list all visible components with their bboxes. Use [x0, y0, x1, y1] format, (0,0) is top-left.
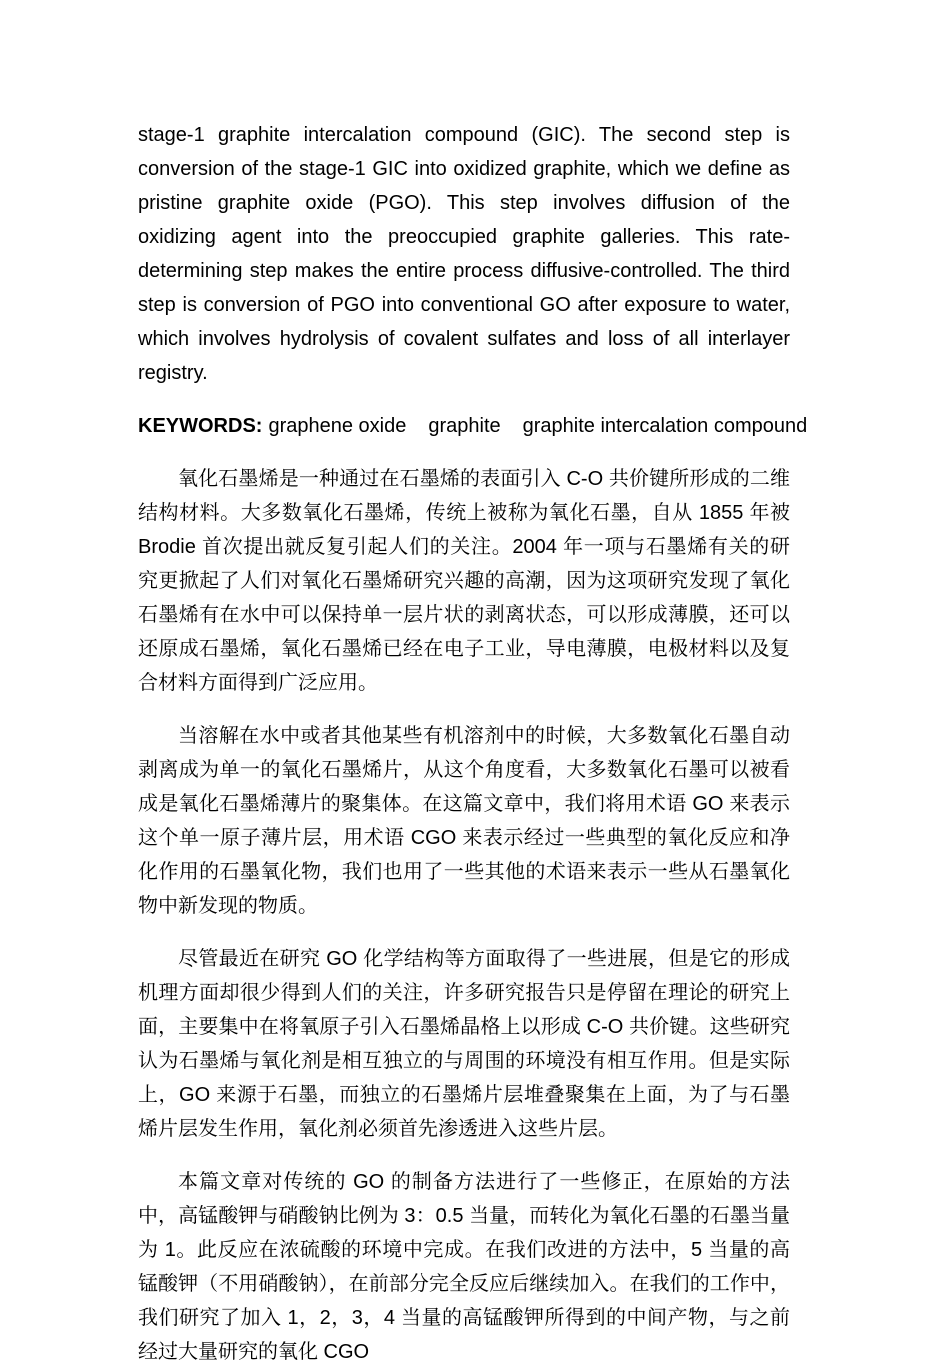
chinese-paragraph-dissolution: 当溶解在水中或者其他某些有机溶剂中的时候，大多数氧化石墨自动剥离成为单一的氧化石墨烯片，从这个角度看，大多数氧化石墨可以被看成是氧化石墨烯薄片的聚集体。在这篇文章中，我们将用术语 GO 来表示这个单一原子薄片层，用术语 CGO 来表示经过一些典型的氧化反应和净化作用的石墨氧化物，我们也用了一些其他的术语来表示一些从石墨氧化物中新发现的物质。	[138, 725, 790, 917]
english-paragraph: stage-1 graphite intercalation compound (GIC). The second step is conversion of the stage-1 GIC into oxidized graphite, which we define as pristine graphite oxide (PGO). This step involves diffusion of the oxidizing agent into the preoccupied graphite galleries. This rate-determining step makes the entire process diffusive-controlled. The third step is conversion of PGO into conventional GO after exposure to water, which involves hydrolysis of covalent sulfates and loss of all interlayer registry.	[138, 124, 790, 384]
chinese-paragraph-method: 本篇文章对传统的 GO 的制备方法进行了一些修正，在原始的方法中，高锰酸钾与硝酸钠比例为 3：0.5 当量，而转化为氧化石墨的石墨当量为 1。此反应在浓硫酸的环境中完成。在我们改进的方法中，5 当量的高锰酸钾（不用硝酸钠），在前部分完全反应后继续加入。在我们的工作中，我们研究了加入 1，2，3，4 当量的高锰酸钾所得到的中间产物，与之前经过大量研究的氧化 CGO	[138, 1171, 790, 1363]
keyword-term-graphite-intercalation-compound: graphite intercalation compound	[522, 415, 808, 437]
keyword-term-graphite: graphite	[428, 415, 501, 437]
chinese-paragraph-intro: 氧化石墨烯是一种通过在石墨烯的表面引入 C-O 共价键所形成的二维结构材料。大多数氧化石墨烯，传统上被称为氧化石墨，自从 1855 年被 Brodie 首次提出就反复引起人们的关注。2004 年一项与石墨烯有关的研究更掀起了人们对氧化石墨烯研究兴趣的高潮，因为这项研究发现了氧化石墨烯有在水中可以保持单一层片状的剥离状态，可以形成薄膜，还可以还原成石墨烯，氧化石墨烯已经在电子工业，导电薄膜，电极材料以及复合材料方面得到广泛应用。	[138, 468, 790, 694]
keyword-term-graphene-oxide: graphene oxide	[268, 415, 407, 437]
chinese-paragraph-mechanism: 尽管最近在研究 GO 化学结构等方面取得了一些进展，但是它的形成机理方面却很少得到人们的关注，许多研究报告只是停留在理论的研究上面，主要集中在将氧原子引入石墨烯晶格上以形成 C-O 共价键。这些研究认为石墨烯与氧化剂是相互独立的与周围的环境没有相互作用。但是实际上，GO 来源于石墨，而独立的石墨烯片层堆叠聚集在上面，为了与石墨烯片层发生作用，氧化剂必须首先渗透进入这些片层。	[138, 948, 790, 1140]
keywords-line	[138, 409, 808, 443]
keywords-label: KEYWORDS:	[138, 415, 263, 437]
